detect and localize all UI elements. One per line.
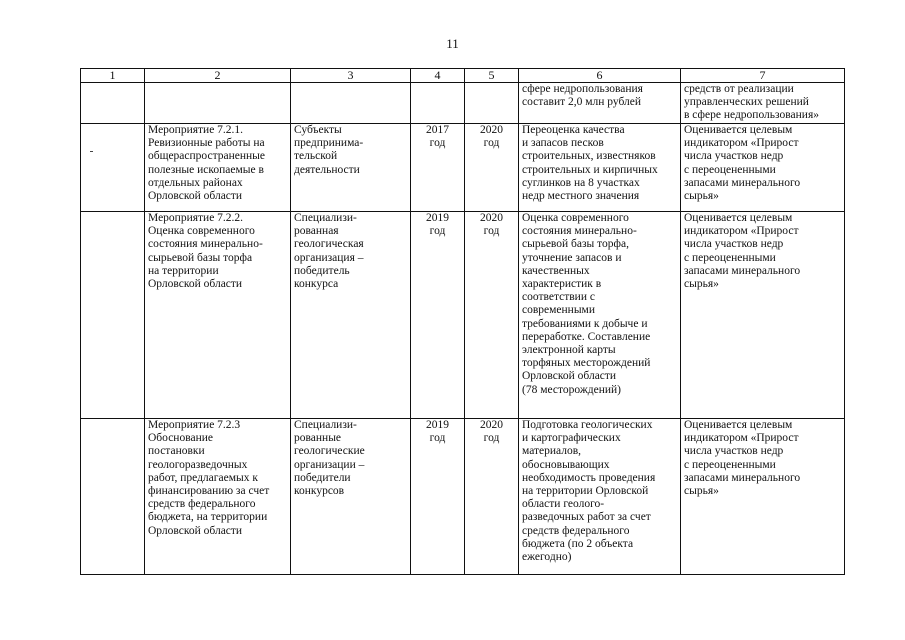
indicator-cell: Оценивается целевым индикатором «Прирост числа участков недр с переоцененными запасами минерального сырья»: [681, 124, 845, 212]
header-col-3: 3: [291, 69, 411, 83]
cont-cell-5: [465, 83, 519, 124]
measures-table: [80, 68, 845, 575]
row-number-cell: [81, 212, 145, 419]
executor-cell: Специализи- рованная геологическая организация – победитель конкурса: [291, 212, 411, 419]
end-year-cell: 2020 год: [465, 419, 519, 575]
cont-indicator-cell: средств от реализации управленческих решений в сфере недропользования»: [681, 83, 845, 124]
cont-result-cell: сфере недропользования составит 2,0 млн рублей: [519, 83, 681, 124]
end-year-cell: 2020 год: [465, 212, 519, 419]
table-row: [81, 124, 845, 212]
header-col-1: 1: [81, 69, 145, 83]
header-col-2: 2: [145, 69, 291, 83]
start-year-cell: 2019 год: [411, 419, 465, 575]
row-number-cell: [81, 419, 145, 575]
measure-cell: Мероприятие 7.2.2. Оценка современного состояния минерально- сырьевой базы торфа на территории Орловской области: [145, 212, 291, 419]
result-cell: Переоценка качества и запасов песков строительных, известняков строительных и кирпичных суглинков на 8 участках недр местного значения: [519, 124, 681, 212]
cont-cell-4: [411, 83, 465, 124]
start-year-cell: 2019 год: [411, 212, 465, 419]
end-year-cell: 2020 год: [465, 124, 519, 212]
table-row: [81, 419, 845, 575]
header-col-4: 4: [411, 69, 465, 83]
executor-cell: Субъекты предпринима- тельской деятельности: [291, 124, 411, 212]
result-cell: Оценка современного состояния минерально- сырьевой базы торфа, уточнение запасов и качественных характеристик в соответствии с современными требованиями к добыче и переработке. Составление электронной карты торфяных месторождений Орловской области (78 месторождений): [519, 212, 681, 419]
continuation-row: [81, 83, 845, 124]
header-col-7: 7: [681, 69, 845, 83]
header-row: [81, 69, 845, 83]
cont-cell-3: [291, 83, 411, 124]
measure-cell: Мероприятие 7.2.3 Обоснование постановки геологоразведочных работ, предлагаемых к финансированию за счет средств федерального бюджета, на территории Орловской области: [145, 419, 291, 575]
table-row: [81, 212, 845, 419]
result-cell: Подготовка геологических и картографических материалов, обосновывающих необходимость проведения на территории Орловской области геолого- разведочных работ за счет средств федерального бюджета (по 2 объекта ежегодно): [519, 419, 681, 575]
row-number-cell: [81, 124, 145, 212]
header-col-5: 5: [465, 69, 519, 83]
executor-cell: Специализи- рованные геологические организации – победители конкурсов: [291, 419, 411, 575]
start-year-cell: 2017 год: [411, 124, 465, 212]
measure-cell: Мероприятие 7.2.1. Ревизионные работы на общераспространенные полезные ископаемые в отдельных районах Орловской области: [145, 124, 291, 212]
cont-cell-2: [145, 83, 291, 124]
page-number: 11: [446, 36, 459, 51]
cont-cell-1: [81, 83, 145, 124]
indicator-cell: Оценивается целевым индикатором «Прирост числа участков недр с переоцененными запасами минерального сырья»: [681, 419, 845, 575]
indicator-cell: Оценивается целевым индикатором «Прирост числа участков недр с переоцененными запасами минерального сырья»: [681, 212, 845, 419]
header-col-6: 6: [519, 69, 681, 83]
